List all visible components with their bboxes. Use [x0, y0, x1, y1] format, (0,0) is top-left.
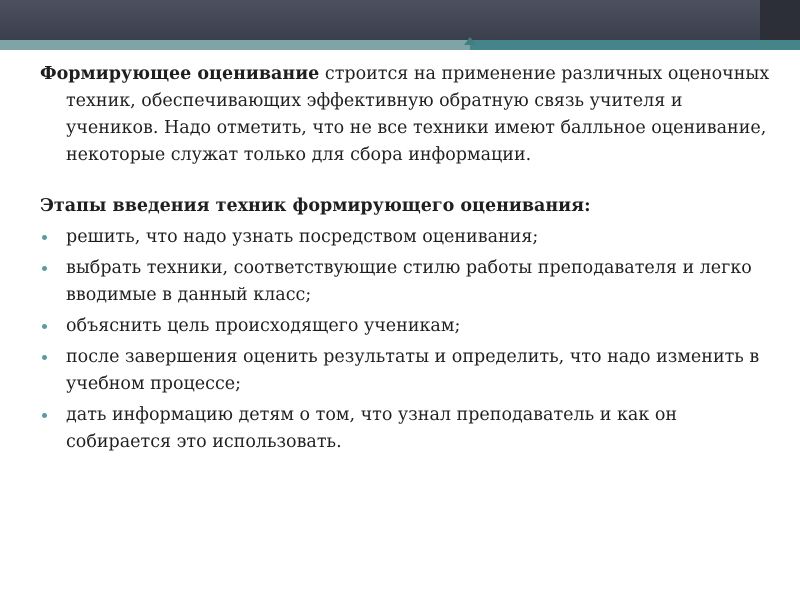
list-item-text: дать информацию детям о том, что узнал преподаватель и как он собирается это использовать.	[66, 405, 678, 452]
list-item-text: объяснить цель происходящего ученикам;	[66, 316, 461, 336]
stages-heading: Этапы введения техник формирующего оценивания:	[40, 196, 591, 216]
header-bar-end	[760, 0, 800, 40]
bullet-icon	[42, 266, 47, 271]
triangle-marker-icon	[464, 37, 476, 45]
list-item	[40, 313, 770, 340]
list-item	[40, 402, 770, 456]
spacer	[40, 169, 770, 193]
intro-text: строится на применение различных оценочных техник, обеспечивающих эффективную обратную связь учителя и учеников. Надо отметить, что не все техники имеют балльное оценивание, некоторые служат только для сбора информации.	[66, 64, 770, 165]
list-item-text: решить, что надо узнать посредством оценивания;	[66, 227, 539, 247]
list-item	[40, 224, 770, 251]
list-item	[40, 255, 770, 309]
slide-content	[40, 61, 770, 460]
bullet-icon	[42, 355, 47, 360]
list-item-text: после завершения оценить результаты и определить, что надо изменить в учебном процессе;	[66, 347, 760, 394]
list-item	[40, 344, 770, 398]
accent-band-strong	[470, 40, 800, 50]
intro-bold-lead: Формирующее оценивание	[40, 64, 320, 84]
bullet-icon	[42, 235, 47, 240]
list-item-text: выбрать техники, соответствующие стилю работы преподавателя и легко вводимые в данный класс;	[66, 258, 752, 305]
bullet-icon	[42, 324, 47, 329]
intro-paragraph	[40, 61, 770, 169]
bullet-icon	[42, 413, 47, 418]
stages-list	[40, 224, 770, 456]
header-bar	[0, 0, 800, 40]
